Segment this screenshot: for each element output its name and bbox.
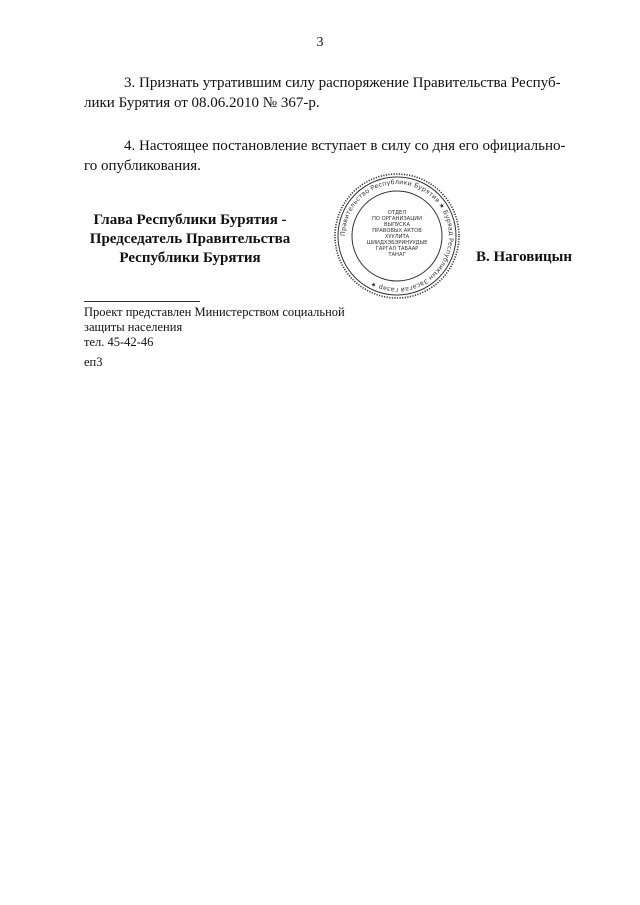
seal-center-line: ВЫПУСКА [383,222,411,228]
official-seal-stamp [333,172,461,300]
document-code: еп3 [84,355,103,369]
footer-note [84,305,345,350]
paragraph-3 [84,73,572,113]
signatory-position [70,211,310,268]
signatory-position-line: Председатель Правительства [89,231,291,247]
seal-center-line: ПО ОРГАНИЗАЦИИ [371,216,423,222]
signatory-position-line: Глава Республики Бурятия - [93,212,287,228]
seal-center-line: ТАНАГ [388,252,406,258]
footer-line: защиты населения [84,320,183,334]
paragraph-line: го опубликования. [84,158,201,174]
seal-center-line: ОТДЕЛ [387,210,407,216]
signatory-name: В. Наговицын [476,249,572,265]
seal-center-line: ГАРГАЛ ТАБААР [375,246,419,252]
footer-line: Проект представлен Министерством социальной [84,305,345,319]
seal-ring-text: Правительство Республики Бурятия ★ Буряад Республикын Засагай газар ★ [339,178,455,294]
footer-line: тел. 45-42-46 [84,335,154,349]
seal-center-line: ПРАВОВЫХ АКТОВ [372,228,422,234]
signatory-position-line: Республики Бурятия [119,250,261,266]
seal-center-line: ШИИДХЭБЭРИНУУДЫЕ [366,240,428,246]
paragraph-line: лики Бурятия от 08.06.2010 № 367-р. [84,95,320,111]
seal-center-line: ХУУЛИТА [384,234,410,240]
page-number: 3 [316,35,324,50]
paragraph-4 [84,136,572,176]
paragraph-line: 4. Настоящее постановление вступает в силу со дня его официально- [124,138,566,154]
footer-divider [84,301,200,302]
paragraph-line: 3. Признать утратившим силу распоряжение Правительства Респуб- [124,75,561,91]
